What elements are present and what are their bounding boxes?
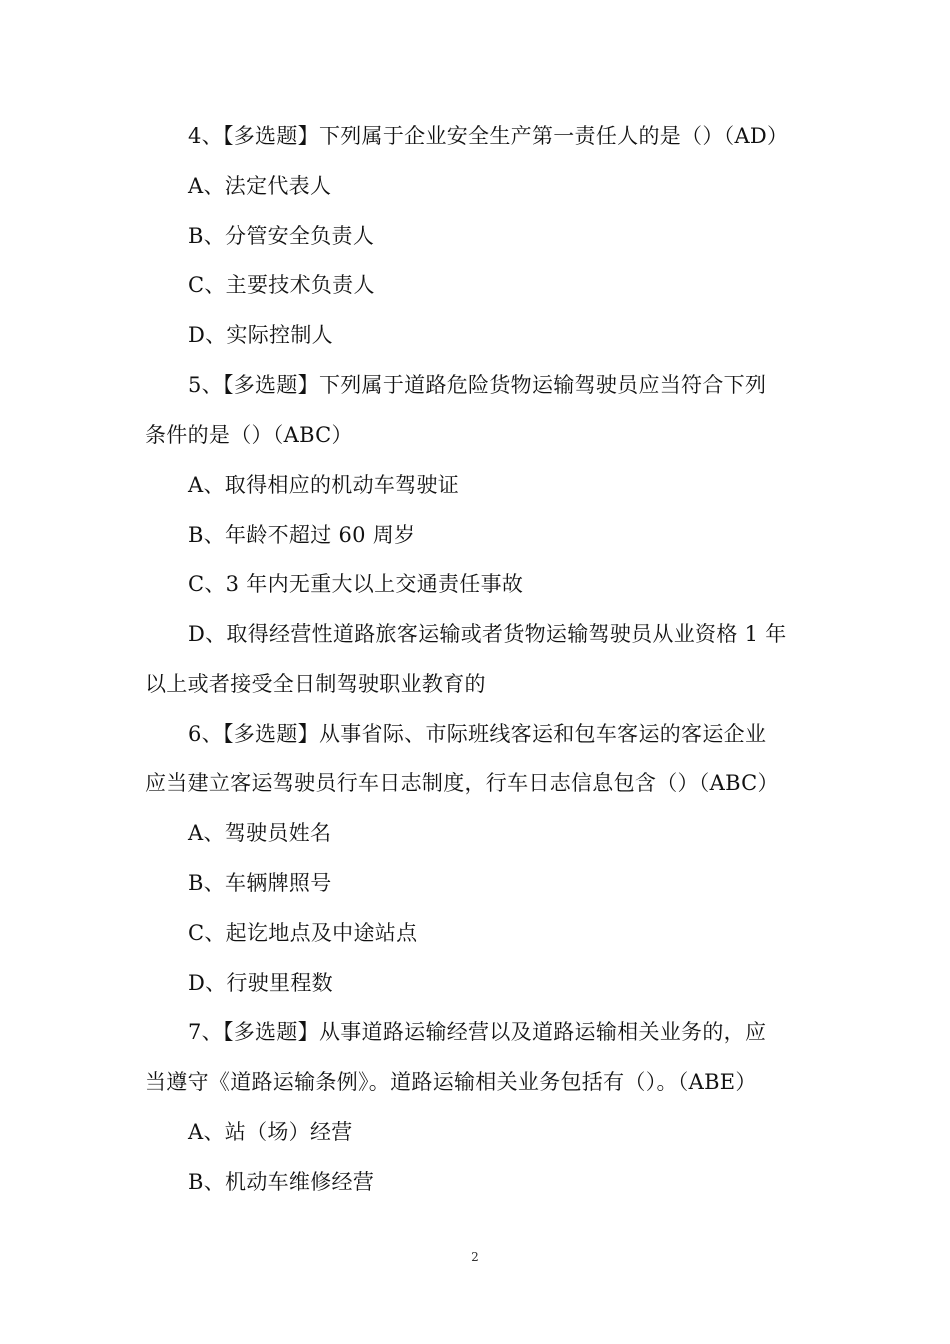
question-7-title: 7、【多选题】从事道路运输经营以及道路运输相关业务的，应	[188, 1020, 767, 1044]
question-4-title: 4、【多选题】下列属于企业安全生产第一责任人的是（）（AD）	[188, 124, 789, 148]
question-5-title: 5、【多选题】下列属于道路危险货物运输驾驶员应当符合下列	[188, 373, 767, 397]
question-4-option-c: C、主要技术负责人	[188, 273, 375, 297]
question-4-option-a: A、法定代表人	[188, 174, 332, 198]
question-6-option-b: B、车辆牌照号	[188, 871, 332, 895]
question-6-title: 6、【多选题】从事省际、市际班线客运和包车客运的客运企业	[188, 722, 767, 746]
question-4-option-d: D、实际控制人	[188, 323, 333, 347]
question-6-title-cont: 应当建立客运驾驶员行车日志制度，行车日志信息包含（）（ABC）	[145, 771, 779, 795]
question-5-option-a: A、取得相应的机动车驾驶证	[188, 473, 460, 497]
question-7-option-a: A、站（场）经营	[188, 1120, 353, 1144]
question-5-title-cont: 条件的是（）（ABC）	[145, 423, 353, 447]
page-number: 2	[471, 1250, 479, 1264]
question-5-option-d: D、取得经营性道路旅客运输或者货物运输驾驶员从业资格 1 年	[188, 622, 787, 646]
question-6-option-c: C、起讫地点及中途站点	[188, 921, 418, 945]
question-5-option-d-cont: 以上或者接受全日制驾驶职业教育的	[145, 672, 486, 696]
question-4-option-b: B、分管安全负责人	[188, 224, 375, 248]
question-7-title-cont: 当遵守《道路运输条例》。道路运输相关业务包括有（）。（ABE）	[145, 1070, 757, 1094]
question-5-option-b: B、年龄不超过 60 周岁	[188, 523, 416, 547]
question-6-option-d: D、行驶里程数	[188, 971, 333, 995]
question-5-option-c: C、3 年内无重大以上交通责任事故	[188, 572, 524, 596]
question-7-option-b: B、机动车维修经营	[188, 1170, 375, 1194]
question-6-option-a: A、驾驶员姓名	[188, 821, 332, 845]
